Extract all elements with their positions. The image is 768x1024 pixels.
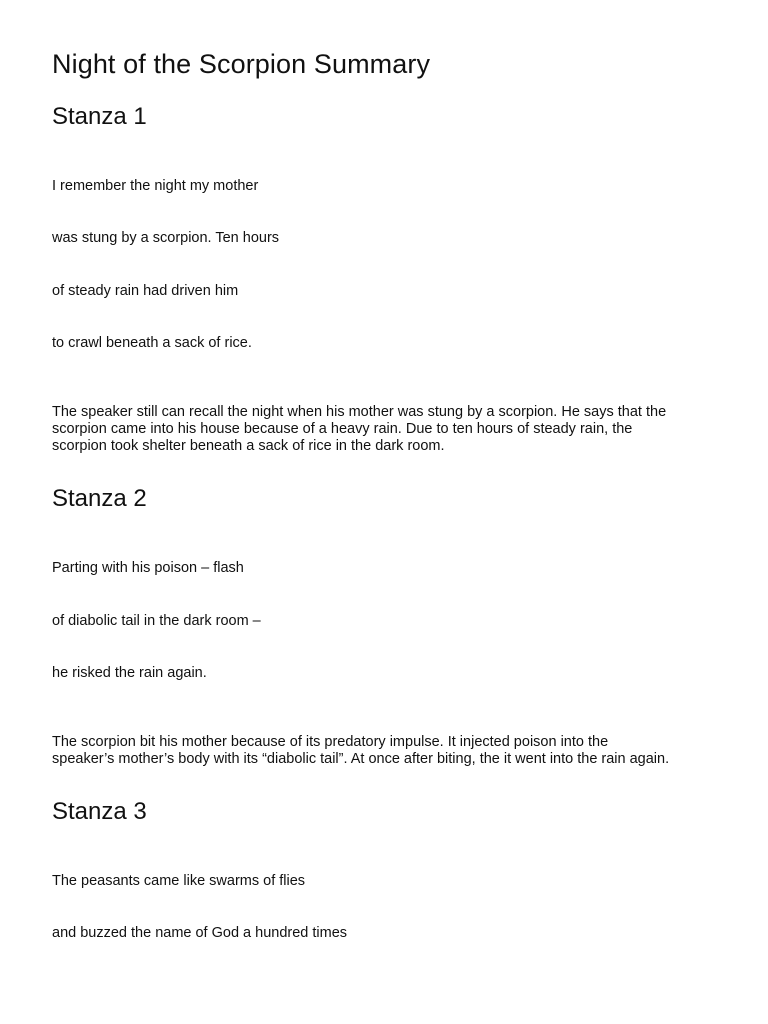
page-title: Night of the Scorpion Summary xyxy=(52,49,431,79)
verse-line: to crawl beneath a sack of rice. xyxy=(52,335,252,351)
verse-line: I remember the night my mother xyxy=(52,178,259,194)
stanza-heading-1: Stanza 1 xyxy=(52,103,147,130)
summary-line: scorpion came into his house because of a heavy rain. Due to ten hours of steady rain, the xyxy=(52,421,633,437)
stanza-heading-3: Stanza 3 xyxy=(52,798,147,825)
verse-line: of steady rain had driven him xyxy=(52,283,239,299)
verse-line: was stung by a scorpion. Ten hours xyxy=(52,230,280,246)
verse-line: and buzzed the name of God a hundred times xyxy=(52,925,348,941)
stanza-summary-1 xyxy=(52,404,720,455)
summary-line: scorpion took shelter beneath a sack of rice in the dark room. xyxy=(52,438,445,454)
stanza-heading-2: Stanza 2 xyxy=(52,485,147,512)
summary-line: The speaker still can recall the night when his mother was stung by a scorpion. He says that the xyxy=(52,404,667,420)
verse-line: of diabolic tail in the dark room – xyxy=(52,613,261,629)
verse-line: Parting with his poison – flash xyxy=(52,560,244,576)
summary-line: speaker’s mother’s body with its “diabolic tail”. At once after biting, the it went into the rain again. xyxy=(52,751,670,767)
summary-line: The scorpion bit his mother because of its predatory impulse. It injected poison into the xyxy=(52,734,609,750)
stanza-summary-2 xyxy=(52,734,720,768)
verse-line: The peasants came like swarms of flies xyxy=(52,873,306,889)
verse-line: he risked the rain again. xyxy=(52,665,207,681)
